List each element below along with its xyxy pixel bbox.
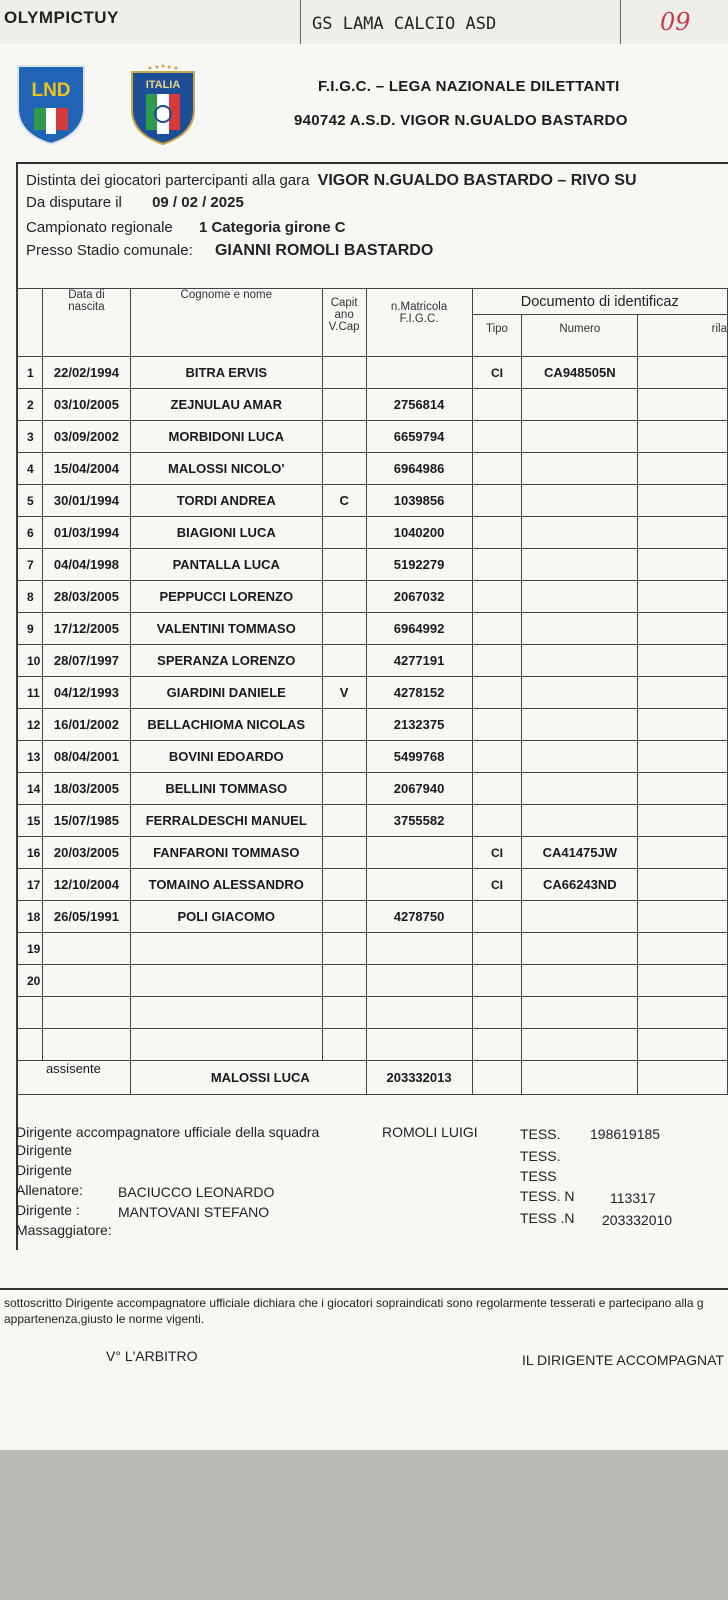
player-doc-issuer xyxy=(638,741,728,773)
player-index: 1 xyxy=(17,357,43,389)
player-matricola xyxy=(366,837,472,869)
player-matricola: 6964992 xyxy=(366,613,472,645)
table-row xyxy=(17,549,728,581)
player-doc-type xyxy=(472,549,522,581)
player-matricola xyxy=(366,997,472,1029)
player-index: 12 xyxy=(17,709,43,741)
masseur-label: Massaggiatore: xyxy=(16,1222,112,1238)
player-doc-type: CI xyxy=(472,869,522,901)
player-captain xyxy=(322,613,366,645)
player-doc-type xyxy=(472,677,522,709)
player-doc-number: CA66243ND xyxy=(522,869,638,901)
player-captain xyxy=(322,837,366,869)
player-index: 3 xyxy=(17,421,43,453)
player-doc-type xyxy=(472,421,522,453)
player-matricola: 3755582 xyxy=(366,805,472,837)
player-birthdate: 28/07/1997 xyxy=(42,645,130,677)
stadium-label: Presso Stadio comunale: xyxy=(26,242,193,259)
table-row xyxy=(17,805,728,837)
dirigente-3-tess-label: TESS .N xyxy=(520,1210,575,1226)
players-table xyxy=(16,288,728,1095)
player-index: 14 xyxy=(17,773,43,805)
dirigente-3-name: MANTOVANI STEFANO xyxy=(118,1204,270,1220)
table-row xyxy=(17,709,728,741)
player-index: 16 xyxy=(17,837,43,869)
player-doc-type: CI xyxy=(472,837,522,869)
player-name: TOMAINO ALESSANDRO xyxy=(130,869,322,901)
player-matricola xyxy=(366,1029,472,1061)
player-doc-issuer xyxy=(638,645,728,677)
dirigente-2-tess-label: TESS xyxy=(520,1168,557,1184)
table-row xyxy=(17,773,728,805)
player-name xyxy=(130,1029,322,1061)
player-matricola: 1040200 xyxy=(366,517,472,549)
player-doc-issuer xyxy=(638,965,728,997)
dirigente-3-tess: 203332010 xyxy=(602,1212,673,1228)
stadium-line xyxy=(26,242,433,260)
player-doc-type xyxy=(472,933,522,965)
player-captain xyxy=(322,901,366,933)
player-index: 7 xyxy=(17,549,43,581)
player-doc-issuer xyxy=(638,677,728,709)
player-doc-issuer xyxy=(638,421,728,453)
table-row xyxy=(17,1029,728,1061)
player-captain xyxy=(322,741,366,773)
player-matricola: 2067032 xyxy=(366,581,472,613)
table-row xyxy=(17,997,728,1029)
player-birthdate: 04/12/1993 xyxy=(42,677,130,709)
player-doc-type xyxy=(472,613,522,645)
official-manager-label: Dirigente accompagnatore ufficiale della squadra xyxy=(16,1124,320,1140)
official-manager-tess: 198619185 xyxy=(590,1126,661,1142)
player-doc-type xyxy=(472,773,522,805)
player-doc-type xyxy=(472,581,522,613)
official-manager-tess-label: TESS. xyxy=(520,1126,561,1142)
table-row xyxy=(17,517,728,549)
player-name xyxy=(130,933,322,965)
col-header-rila: rila xyxy=(638,315,728,357)
player-name: BIAGIONI LUCA xyxy=(130,517,322,549)
player-doc-number: CA41475JW xyxy=(522,837,638,869)
player-index xyxy=(17,1029,43,1061)
player-matricola: 2067940 xyxy=(366,773,472,805)
player-name: SPERANZA LORENZO xyxy=(130,645,322,677)
italia-logo-text: ITALIA xyxy=(145,79,181,91)
match-date: 09 / 02 / 2025 xyxy=(152,194,244,211)
player-doc-type xyxy=(472,805,522,837)
player-name: BOVINI EDOARDO xyxy=(130,741,322,773)
match-line xyxy=(26,172,637,190)
assistant-label: assisente xyxy=(17,1061,131,1095)
col-header-numero: Numero xyxy=(522,315,638,357)
player-doc-number xyxy=(522,613,638,645)
player-captain: V xyxy=(322,677,366,709)
player-captain xyxy=(322,997,366,1029)
player-matricola xyxy=(366,965,472,997)
player-matricola: 4278750 xyxy=(366,901,472,933)
player-birthdate: 12/10/2004 xyxy=(42,869,130,901)
dirigente-1-label: Dirigente xyxy=(16,1142,73,1158)
player-doc-issuer xyxy=(638,549,728,581)
player-index: 8 xyxy=(17,581,43,613)
player-doc-type xyxy=(472,453,522,485)
assistant-name: MALOSSI LUCA xyxy=(130,1061,366,1095)
player-doc-number xyxy=(522,389,638,421)
table-row xyxy=(17,869,728,901)
table-row xyxy=(17,357,728,389)
player-doc-type xyxy=(472,709,522,741)
player-index: 13 xyxy=(17,741,43,773)
player-name: TORDI ANDREA xyxy=(130,485,322,517)
player-doc-type xyxy=(472,389,522,421)
player-name: PEPPUCCI LORENZO xyxy=(130,581,322,613)
dirigente-2-label: Dirigente xyxy=(16,1162,73,1178)
declaration-line-1: sottoscritto Dirigente accompagnatore ufficiale dichiara che i giocatori sopraindicati sono regolarmente tesserati e partecipano alla g xyxy=(4,1296,704,1310)
declaration-line-2: appartenenza,giusto le norme vigenti. xyxy=(4,1312,205,1326)
stadium-value: GIANNI ROMOLI BASTARDO xyxy=(214,242,434,259)
player-index: 6 xyxy=(17,517,43,549)
player-list-sheet xyxy=(0,44,728,1450)
player-birthdate xyxy=(42,1029,130,1061)
player-birthdate: 20/03/2005 xyxy=(42,837,130,869)
player-birthdate xyxy=(42,965,130,997)
player-doc-number xyxy=(522,677,638,709)
club-title: 940742 A.S.D. VIGOR N.GUALDO BASTARDO xyxy=(294,112,628,129)
player-doc-issuer xyxy=(638,997,728,1029)
player-doc-issuer xyxy=(638,613,728,645)
player-birthdate: 15/04/2004 xyxy=(42,453,130,485)
player-index: 9 xyxy=(17,613,43,645)
player-matricola: 4277191 xyxy=(366,645,472,677)
player-captain xyxy=(322,549,366,581)
assistant-matricola: 203332013 xyxy=(366,1061,472,1095)
player-doc-number xyxy=(522,805,638,837)
player-birthdate: 16/01/2002 xyxy=(42,709,130,741)
player-name: ZEJNULAU AMAR xyxy=(130,389,322,421)
player-doc-type: CI xyxy=(472,357,522,389)
player-name: VALENTINI TOMMASO xyxy=(130,613,322,645)
player-doc-number xyxy=(522,421,638,453)
table-row xyxy=(17,421,728,453)
player-birthdate: 03/10/2005 xyxy=(42,389,130,421)
prev-sheet-team: GS LAMA CALCIO ASD xyxy=(312,14,497,34)
date-label: Da disputare il xyxy=(26,194,122,211)
dirigente-3-label: Dirigente : xyxy=(16,1202,80,1218)
player-doc-issuer xyxy=(638,869,728,901)
player-birthdate: 22/02/1994 xyxy=(42,357,130,389)
player-name: PANTALLA LUCA xyxy=(130,549,322,581)
player-matricola: 1039856 xyxy=(366,485,472,517)
date-line xyxy=(26,194,244,211)
coach-tess: 113317 xyxy=(610,1190,656,1206)
player-captain xyxy=(322,645,366,677)
match-label: Distinta dei giocatori partercipanti alla gara xyxy=(26,172,310,189)
player-doc-type xyxy=(472,1029,522,1061)
coach-label: Allenatore: xyxy=(16,1182,83,1198)
player-birthdate: 18/03/2005 xyxy=(42,773,130,805)
player-doc-type xyxy=(472,741,522,773)
player-name: FANFARONI TOMMASO xyxy=(130,837,322,869)
table-row xyxy=(17,965,728,997)
player-captain xyxy=(322,581,366,613)
player-birthdate xyxy=(42,933,130,965)
table-row xyxy=(17,933,728,965)
player-doc-number xyxy=(522,581,638,613)
player-matricola xyxy=(366,357,472,389)
figc-italia-logo xyxy=(126,62,200,146)
player-doc-type xyxy=(472,485,522,517)
player-doc-issuer xyxy=(638,773,728,805)
player-doc-number xyxy=(522,549,638,581)
player-birthdate: 01/03/1994 xyxy=(42,517,130,549)
player-birthdate: 28/03/2005 xyxy=(42,581,130,613)
player-index: 17 xyxy=(17,869,43,901)
player-captain xyxy=(322,805,366,837)
player-captain xyxy=(322,965,366,997)
player-doc-number: CA948505N xyxy=(522,357,638,389)
player-birthdate: 17/12/2005 xyxy=(42,613,130,645)
player-doc-number xyxy=(522,773,638,805)
player-doc-issuer xyxy=(638,389,728,421)
player-doc-issuer xyxy=(638,517,728,549)
player-birthdate xyxy=(42,997,130,1029)
championship-value: 1 Categoria girone C xyxy=(198,219,346,236)
player-index: 10 xyxy=(17,645,43,677)
table-row xyxy=(17,581,728,613)
player-doc-type xyxy=(472,901,522,933)
player-birthdate: 30/01/1994 xyxy=(42,485,130,517)
table-row xyxy=(17,645,728,677)
manager-signature-label: IL DIRIGENTE ACCOMPAGNAT xyxy=(522,1352,724,1368)
player-index: 5 xyxy=(17,485,43,517)
championship-line xyxy=(26,219,346,236)
player-index: 2 xyxy=(17,389,43,421)
player-index: 18 xyxy=(17,901,43,933)
table-row xyxy=(17,613,728,645)
player-captain xyxy=(322,517,366,549)
table-row xyxy=(17,453,728,485)
background-surface xyxy=(0,1450,728,1600)
player-matricola: 4278152 xyxy=(366,677,472,709)
player-matricola xyxy=(366,869,472,901)
dirigente-1-tess-label: TESS. xyxy=(520,1148,561,1164)
player-matricola: 6964986 xyxy=(366,453,472,485)
player-doc-issuer xyxy=(638,453,728,485)
player-doc-type xyxy=(472,517,522,549)
table-row xyxy=(17,677,728,709)
table-row xyxy=(17,485,728,517)
player-captain xyxy=(322,453,366,485)
player-doc-number xyxy=(522,645,638,677)
player-index: 4 xyxy=(17,453,43,485)
player-doc-issuer xyxy=(638,581,728,613)
table-row xyxy=(17,837,728,869)
player-doc-type xyxy=(472,997,522,1029)
col-header-index xyxy=(17,289,43,357)
player-doc-issuer xyxy=(638,357,728,389)
player-name: MALOSSI NICOLO' xyxy=(130,453,322,485)
col-header-document: Documento di identificaz xyxy=(472,289,727,315)
player-doc-number xyxy=(522,453,638,485)
player-index: 20 xyxy=(17,965,43,997)
player-captain xyxy=(322,389,366,421)
player-matricola: 6659794 xyxy=(366,421,472,453)
player-captain xyxy=(322,357,366,389)
player-doc-issuer xyxy=(638,901,728,933)
player-doc-type xyxy=(472,645,522,677)
player-name: BITRA ERVIS xyxy=(130,357,322,389)
player-doc-issuer xyxy=(638,1029,728,1061)
player-birthdate: 04/04/1998 xyxy=(42,549,130,581)
player-name: BELLINI TOMMASO xyxy=(130,773,322,805)
player-index xyxy=(17,997,43,1029)
player-doc-number xyxy=(522,709,638,741)
col-header-birthdate: Data di nascita xyxy=(42,289,130,357)
prev-sheet-number: 09 xyxy=(660,8,691,36)
player-matricola xyxy=(366,933,472,965)
player-birthdate: 03/09/2002 xyxy=(42,421,130,453)
match-teams: VIGOR N.GUALDO BASTARDO – RIVO SU xyxy=(317,172,637,189)
previous-sheet-strip xyxy=(0,0,728,45)
player-doc-number xyxy=(522,933,638,965)
player-matricola: 2132375 xyxy=(366,709,472,741)
player-index: 15 xyxy=(17,805,43,837)
referee-signature-label: V° L'ARBITRO xyxy=(106,1348,198,1364)
player-captain xyxy=(322,1029,366,1061)
player-captain xyxy=(322,421,366,453)
table-row xyxy=(17,901,728,933)
player-doc-issuer xyxy=(638,805,728,837)
player-doc-issuer xyxy=(638,709,728,741)
championship-label: Campionato regionale xyxy=(26,219,173,236)
player-doc-number xyxy=(522,901,638,933)
prev-sheet-left-text: OLYMPICTUY xyxy=(4,8,119,27)
player-matricola: 2756814 xyxy=(366,389,472,421)
player-name: GIARDINI DANIELE xyxy=(130,677,322,709)
player-doc-number xyxy=(522,517,638,549)
player-index: 11 xyxy=(17,677,43,709)
player-captain xyxy=(322,869,366,901)
col-header-tipo: Tipo xyxy=(472,315,522,357)
federation-title: F.I.G.C. – LEGA NAZIONALE DILETTANTI xyxy=(318,78,620,95)
col-header-matricola: n.Matricola F.I.G.C. xyxy=(366,289,472,357)
player-name: BELLACHIOMA NICOLAS xyxy=(130,709,322,741)
player-matricola: 5499768 xyxy=(366,741,472,773)
player-index: 19 xyxy=(17,933,43,965)
player-doc-type xyxy=(472,965,522,997)
player-name: POLI GIACOMO xyxy=(130,901,322,933)
player-doc-issuer xyxy=(638,933,728,965)
official-manager-row xyxy=(16,1124,319,1140)
player-doc-issuer xyxy=(638,837,728,869)
coach-tess-label: TESS. N xyxy=(520,1188,575,1204)
player-doc-number xyxy=(522,965,638,997)
player-doc-number xyxy=(522,741,638,773)
official-manager-name: ROMOLI LUIGI xyxy=(382,1124,478,1140)
player-matricola: 5192279 xyxy=(366,549,472,581)
player-name xyxy=(130,965,322,997)
player-name xyxy=(130,997,322,1029)
player-birthdate: 15/07/1985 xyxy=(42,805,130,837)
footer-divider xyxy=(0,1288,728,1290)
player-captain: C xyxy=(322,485,366,517)
col-header-name: Cognome e nome xyxy=(130,289,322,357)
lnd-logo xyxy=(14,62,88,146)
player-doc-issuer xyxy=(638,485,728,517)
table-row xyxy=(17,389,728,421)
table-row xyxy=(17,741,728,773)
lnd-logo-text: LND xyxy=(31,80,71,101)
coach-name: BACIUCCO LEONARDO xyxy=(118,1184,275,1200)
player-name: FERRALDESCHI MANUEL xyxy=(130,805,322,837)
player-name: MORBIDONI LUCA xyxy=(130,421,322,453)
player-birthdate: 26/05/1991 xyxy=(42,901,130,933)
player-captain xyxy=(322,933,366,965)
player-captain xyxy=(322,773,366,805)
player-doc-number xyxy=(522,997,638,1029)
player-birthdate: 08/04/2001 xyxy=(42,741,130,773)
col-header-captain: Capit ano V.Cap xyxy=(322,289,366,357)
player-doc-number xyxy=(522,1029,638,1061)
player-captain xyxy=(322,709,366,741)
player-doc-number xyxy=(522,485,638,517)
